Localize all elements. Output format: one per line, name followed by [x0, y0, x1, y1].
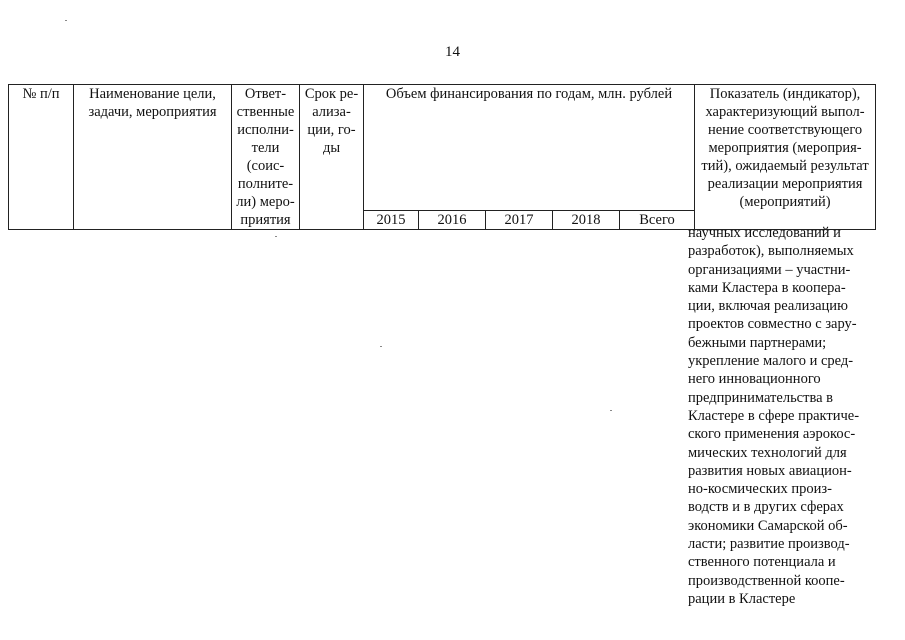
year-header-total: Всего — [620, 211, 695, 230]
scan-speck — [610, 410, 612, 411]
scan-speck — [65, 20, 67, 21]
measures-table — [8, 84, 876, 230]
year-header-2017: 2017 — [486, 211, 553, 230]
indicator-continuation-text: научных исследований и разработок), выполняемых организациями – участни- ками Кластера в коопера- ции, включая реализацию проектов совместно с зару- бежными партнерами; укрепление малого и сред- него инновационного предпринимательства в Кластере в сфере практиче- ского применения аэрокос- мических технологий для развития новых авиацион- но-космических произ- водств и в других сферах экономики Самарской об- ласти; развитие производ- ственного потенциала и производственной коопе- рации в Кластере — [688, 225, 860, 607]
column-header-funding: Объем финансирования по годам, млн. рублей — [364, 85, 695, 211]
scan-speck — [380, 346, 382, 347]
column-header-name: Наименование цели, задачи, мероприятия — [74, 85, 232, 230]
column-header-executors: Ответ-ственные исполни-тели (соис-полните-ли) меро-приятия — [232, 85, 300, 230]
column-header-number: № п/п — [9, 85, 74, 230]
column-header-indicator: Показатель (индикатор), характеризующий выпол-нение соответствующего мероприятия (мероприя-тий), ожидаемый результат реализации мероприятия (мероприятий) — [695, 85, 876, 230]
year-header-2018: 2018 — [553, 211, 620, 230]
column-header-period: Срок ре-ализа-ции, го-ды — [300, 85, 364, 230]
year-header-2016: 2016 — [419, 211, 486, 230]
year-header-2015: 2015 — [364, 211, 419, 230]
page-number: 14 — [445, 44, 460, 60]
scan-speck — [275, 236, 277, 237]
table-header-row — [9, 85, 876, 211]
